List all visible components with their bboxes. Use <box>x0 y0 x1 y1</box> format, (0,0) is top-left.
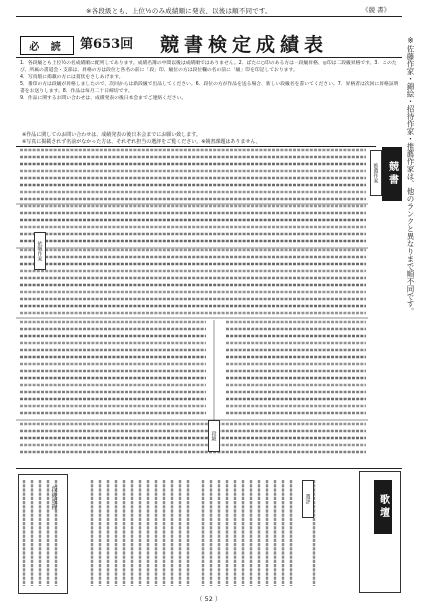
category-box-1: 推薦作家 <box>370 150 382 196</box>
issue-number: 第653回 <box>80 37 134 52</box>
section-label: 《競 書》 <box>362 6 391 14</box>
rule-3: 5．番印の方は段級が昇格しましたので、次回からは新段級で出品してください。6．段位の方が作品を送る場合、新しい段級名を書いてください。7．昇格者は次回に昇格証明書をお送りします。8．作品は毎月二十日締切です。 <box>20 82 399 94</box>
title-rule <box>16 57 402 58</box>
grading-rules-title: 段級規程 <box>50 486 57 510</box>
top-note: ※各段級とも、上位½のみ成績順に発表、以後は順不同です。 <box>86 7 272 15</box>
notes <box>22 132 261 146</box>
lower-rule <box>16 468 402 469</box>
category-box-4: 選評 <box>302 480 314 518</box>
rule-4: 9．作品に関するお問い合わせは、成績発表の後日本会までご連絡ください。 <box>20 96 187 101</box>
rule-1: 1．各段級とも上位½の名成績順に配列してあります。成績名簿の中間以後は成績順ではありません。2．ばたに○印のある方は一段級昇格、◎印は二段級昇格です。3．このたび、所属の書道会・支部は、昇格の方は段位と各名の前に「段」印、級位の方は段位欄の名の前に「級」印を印記しております。 <box>20 61 397 73</box>
category-box-2: 依嘱作家 <box>34 232 46 270</box>
rule-2: 4．写真版に掲載の方には賞状をさしあげます。 <box>20 75 124 80</box>
must-read-badge: 必 読 <box>20 36 74 55</box>
rules-paragraph <box>20 60 400 102</box>
kasou-title: 歌壇 <box>374 480 392 534</box>
top-rule <box>16 16 402 17</box>
note-1: ※作品に関してのお問い合わせは、成績発表の後日本会までにお願い致します。 <box>22 132 201 138</box>
page-title: 競書検定成績表 <box>160 34 329 56</box>
ranking-title-box: 競書 <box>382 147 402 201</box>
category-box-3: 段級 <box>208 420 220 452</box>
ranking-text-area <box>16 146 368 466</box>
note-2: ※写真に掲載されず名前がなかった方は、それぞれ担当の選評をご覧ください。※競書課題はありません。 <box>22 139 261 145</box>
side-note: ※佐藤作家・錦絵・招待作家・推薦作家は、他のランクと異なりまで順不同です。 <box>406 36 415 315</box>
page-number: （ 52 ） <box>196 595 222 603</box>
